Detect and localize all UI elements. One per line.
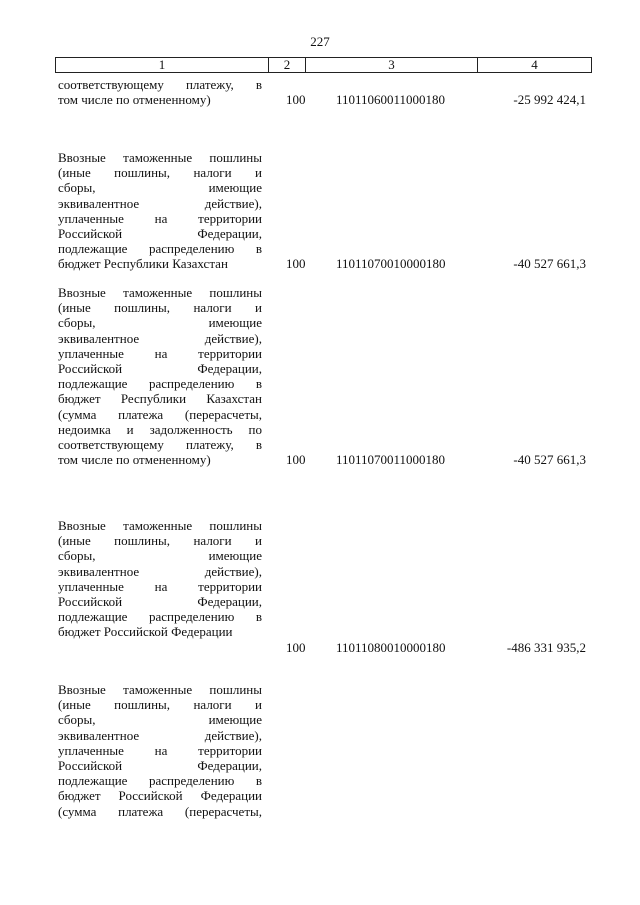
description-line: бюджет Республики Казахстан: [58, 256, 228, 272]
description-line: том числе по отмененному): [58, 452, 211, 468]
row-code-admin: 100: [286, 640, 306, 655]
row-description: [58, 285, 262, 467]
table-row: [58, 150, 591, 272]
description-line: Ввозные таможенные пошлины: [58, 682, 262, 697]
description-line: соответствующему платежу, в: [58, 437, 262, 453]
page-number: 227: [310, 34, 330, 49]
description-line: уплаченные на территории: [58, 210, 262, 226]
description-line: (сумма платежа (перерасчеты,: [58, 803, 262, 819]
row-code-admin: 100: [286, 92, 306, 107]
description-line: (иные пошлины, налоги и: [58, 533, 262, 549]
description-line: Российской Федерации,: [58, 226, 262, 242]
description-line: соответствующему платежу, в: [58, 77, 262, 92]
description-line: Российской Федерации,: [58, 361, 262, 377]
description-line: (иные пошлины, налоги и: [58, 300, 262, 316]
description-line: (сумма платежа (перерасчеты,: [58, 406, 262, 422]
row-amount: -40 527 661,3: [513, 452, 586, 467]
row-description: [58, 150, 262, 272]
table-row: [58, 77, 591, 109]
row-code-budget: 11011070010000180: [336, 256, 446, 271]
description-line: эквивалентное действие),: [58, 727, 262, 743]
description-line: (иные пошлины, налоги и: [58, 697, 262, 713]
row-description: [58, 682, 262, 819]
description-line: сборы, имеющие: [58, 315, 262, 331]
description-line: том числе по отмененному): [58, 92, 211, 108]
row-code-budget: 11011060011000180: [336, 92, 446, 107]
column-header-2: 2: [269, 58, 306, 73]
description-line: бюджет Российской Федерации: [58, 624, 233, 640]
row-amount: -40 527 661,3: [513, 256, 586, 271]
table-row: [58, 682, 591, 832]
description-line: подлежащие распределению в: [58, 609, 262, 625]
description-line: эквивалентное действие),: [58, 195, 262, 211]
row-code-admin: 100: [286, 256, 306, 271]
row-code-budget: 11011080010000180: [336, 640, 446, 655]
table-row: [58, 518, 591, 658]
description-line: уплаченные на территории: [58, 578, 262, 594]
row-code-budget: 11011070011000180: [336, 452, 446, 467]
row-description: [58, 518, 262, 640]
row-description: [58, 77, 262, 107]
description-line: бюджет Республики Казахстан: [58, 391, 262, 407]
description-line: Российской Федерации,: [58, 758, 262, 774]
description-line: Ввозные таможенные пошлины: [58, 285, 262, 300]
description-line: сборы, имеющие: [58, 548, 262, 564]
column-header-1: 1: [56, 58, 269, 73]
description-line: эквивалентное действие),: [58, 563, 262, 579]
description-line: эквивалентное действие),: [58, 330, 262, 346]
description-line: сборы, имеющие: [58, 180, 262, 196]
description-line: подлежащие распределению в: [58, 241, 262, 257]
row-amount: -25 992 424,1: [513, 92, 586, 107]
row-code-admin: 100: [286, 452, 306, 467]
description-line: бюджет Российской Федерации: [58, 788, 262, 804]
column-header-row: [56, 58, 592, 73]
row-amount: -486 331 935,2: [506, 640, 586, 655]
description-line: (иные пошлины, налоги и: [58, 165, 262, 181]
description-line: уплаченные на территории: [58, 345, 262, 361]
description-line: Ввозные таможенные пошлины: [58, 150, 262, 165]
description-line: уплаченные на территории: [58, 742, 262, 758]
description-line: Российской Федерации,: [58, 594, 262, 610]
description-line: недоимка и задолженность по: [58, 421, 262, 437]
description-line: подлежащие распределению в: [58, 376, 262, 392]
description-line: подлежащие распределению в: [58, 773, 262, 789]
column-header-3: 3: [306, 58, 478, 73]
description-line: сборы, имеющие: [58, 712, 262, 728]
column-header-table: [55, 57, 592, 73]
table-row: [58, 285, 591, 469]
description-line: Ввозные таможенные пошлины: [58, 518, 262, 533]
column-header-4: 4: [478, 58, 592, 73]
